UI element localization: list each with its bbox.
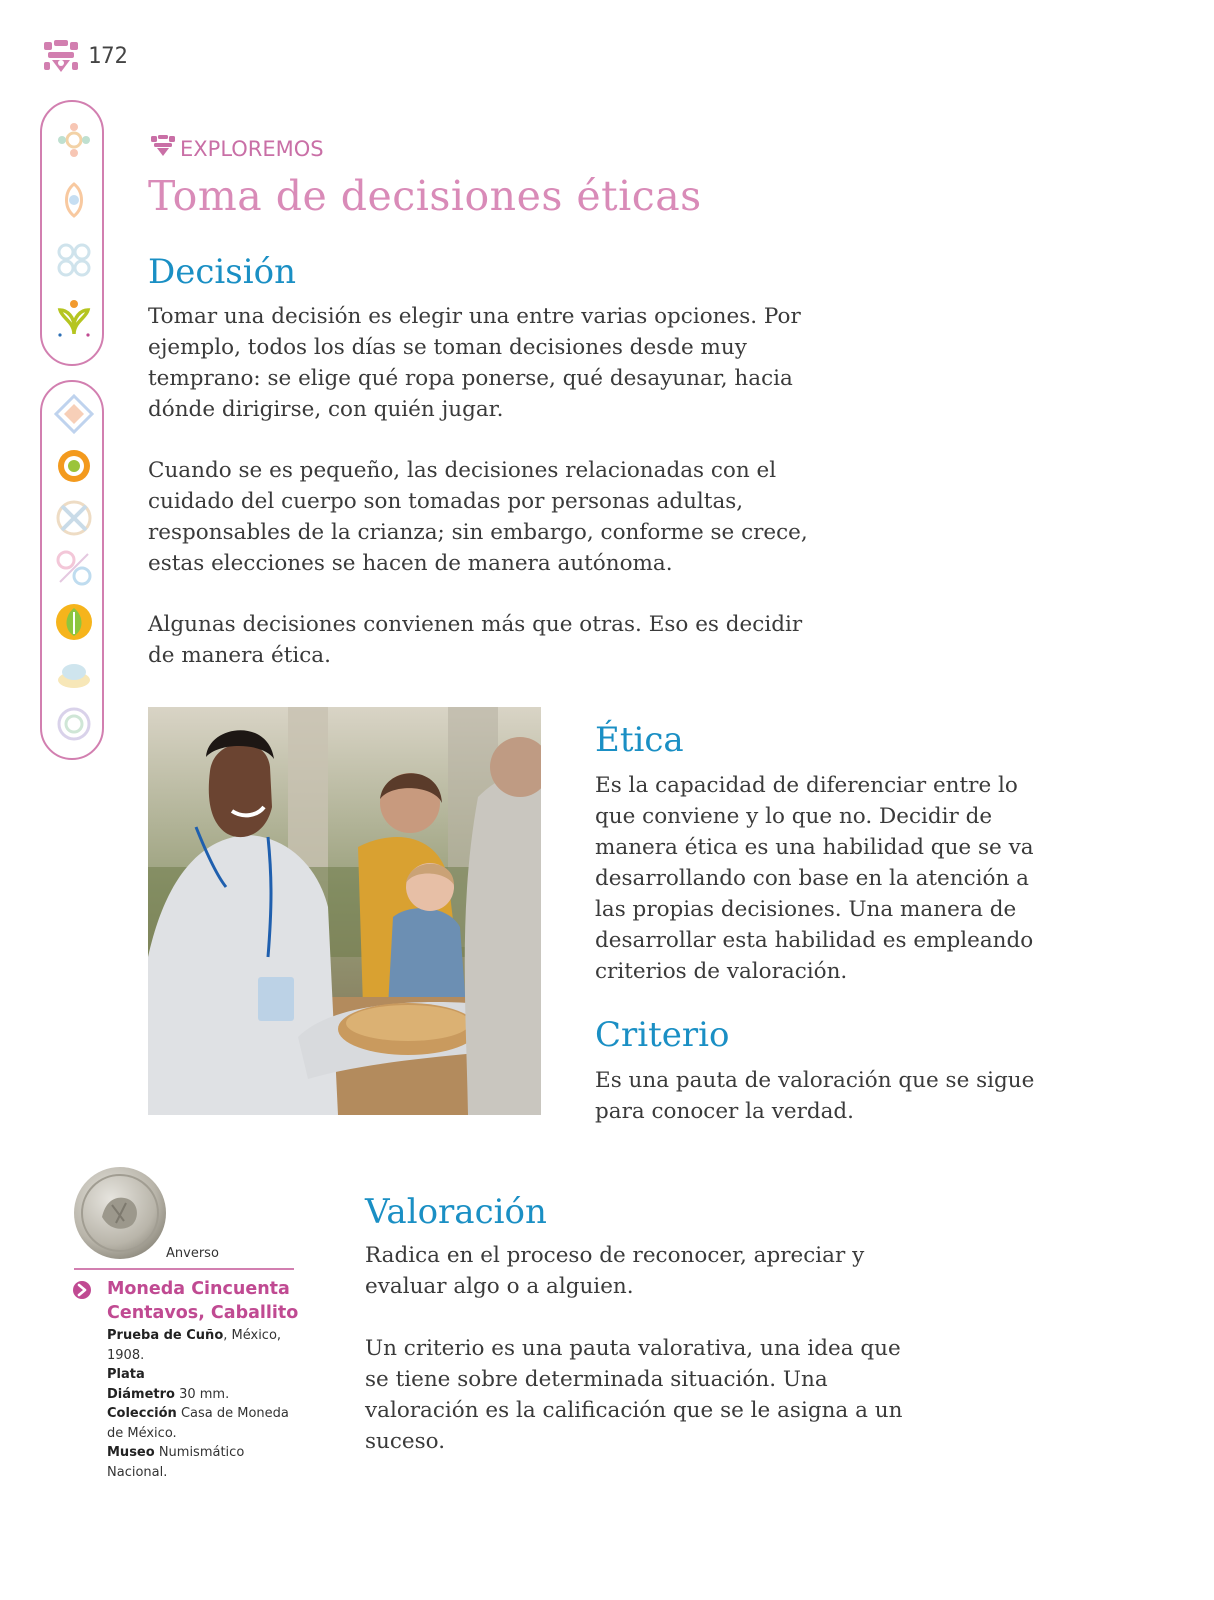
photo-volunteers-sharing-bread <box>148 707 541 1115</box>
heading-etica: Ética <box>595 720 684 760</box>
heading-valoracion: Valoración <box>365 1192 547 1232</box>
etica-paragraph: Es la capacidad de diferenciar entre lo que conviene y lo que no. Decidir de manera ética es una habilidad que se va desarrollando con base en la atención a las propias decisiones. Una manera de desarrollar esta habilidad es empleando criterios de valoración. <box>595 773 1034 984</box>
sidebar-rail-top <box>40 100 104 366</box>
sidebar-icon-4-active <box>54 298 94 338</box>
sidebar-icon-1 <box>54 120 94 160</box>
valoracion-paragraph-1: Radica en el proceso de reconocer, apreciar y evaluar algo o a alguien. <box>365 1243 865 1299</box>
page-logo-icon <box>42 38 80 74</box>
section-icon <box>150 134 176 158</box>
sidebar-rail-bottom <box>40 380 104 760</box>
coin-image <box>72 1165 168 1261</box>
heading-criterio: Criterio <box>595 1015 730 1055</box>
decision-paragraph-2: Cuando se es pequeño, las decisiones relacionadas con el cuidado del cuerpo son tomadas por personas adultas, responsables de la crianza; sin embargo, conforme se crece, estas elecciones se hacen de manera autónoma. <box>148 458 808 576</box>
section-label: EXPLOREMOS <box>180 137 324 161</box>
page-title: Toma de decisiones éticas <box>148 172 702 220</box>
coin-side-label: Anverso <box>166 1246 219 1261</box>
criterio-paragraph: Es una pauta de valoración que se sigue para conocer la verdad. <box>595 1068 1035 1124</box>
sidebar-icon-10 <box>54 654 94 694</box>
heading-decision: Decisión <box>148 252 296 292</box>
coin-details <box>107 1326 307 1482</box>
sidebar-icon-9 <box>54 602 94 642</box>
sidebar-icon-11 <box>54 704 94 744</box>
valoracion-paragraph-2: Un criterio es una pauta valorativa, una idea que se tiene sobre determinada situación. Una valoración es la calificación que se le asigna a un suceso. <box>365 1336 903 1454</box>
sidebar-icon-8 <box>54 548 94 588</box>
coin-detail-line: Plata <box>107 1367 145 1382</box>
sidebar-icon-6 <box>54 446 94 486</box>
coin-detail-line: Prueba de Cuño, México, 1908. <box>107 1328 282 1363</box>
decision-paragraph-1: Tomar una decisión es elegir una entre varias opciones. Por ejemplo, todos los días se toman decisiones desde muy temprano: se elige qué ropa ponerse, qué desayunar, hacia dónde dirigirse, con quién jugar. <box>148 304 801 422</box>
caption-divider <box>74 1268 294 1270</box>
decision-paragraph-3: Algunas decisiones convienen más que otras. Eso es decidir de manera ética. <box>148 612 803 668</box>
chevron-right-icon <box>72 1280 92 1300</box>
sidebar-icon-7 <box>54 498 94 538</box>
sidebar-icon-2 <box>54 180 94 220</box>
coin-detail-line: Colección Casa de Moneda de México. <box>107 1406 289 1441</box>
sidebar-icon-3 <box>54 240 94 280</box>
page-number: 172 <box>88 44 128 69</box>
coin-detail-line: Museo Numismático Nacional. <box>107 1445 245 1480</box>
sidebar-icon-5 <box>54 394 94 434</box>
coin-title: Moneda Cincuenta Centavos, Caballito <box>107 1279 299 1323</box>
coin-detail-line: Diámetro 30 mm. <box>107 1386 230 1402</box>
